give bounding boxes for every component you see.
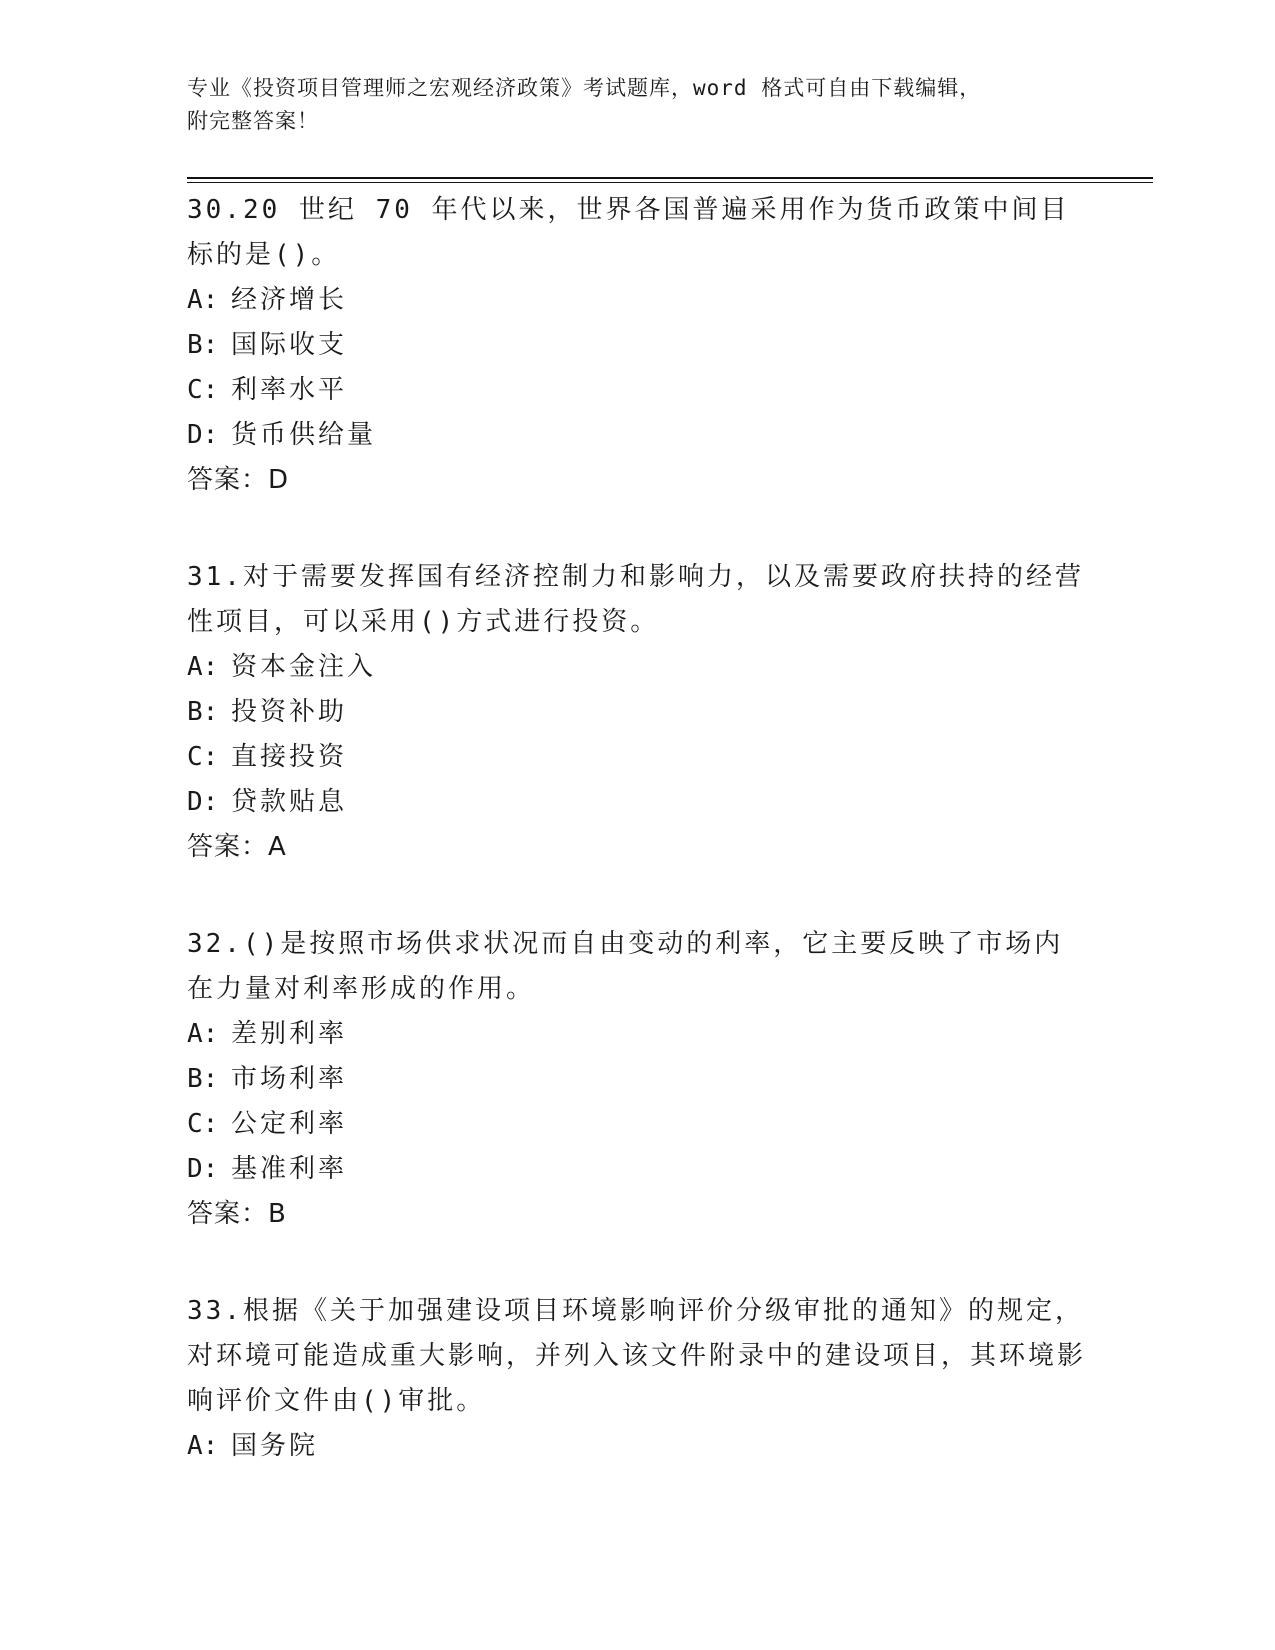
header-divider-thin — [187, 182, 1153, 183]
answer-line: 答案：A — [187, 832, 287, 862]
option-d — [187, 780, 1087, 825]
option-letter: A: — [187, 1019, 219, 1049]
option-text: 利率水平 — [231, 375, 348, 405]
option-text: 贷款贴息 — [231, 787, 348, 817]
option-c — [187, 368, 1087, 413]
option-letter: D: — [187, 420, 219, 450]
option-letter: C: — [187, 1109, 219, 1139]
option-b — [187, 690, 1087, 735]
question-33 — [187, 1289, 1087, 1469]
option-letter: D: — [187, 1154, 219, 1184]
question-32 — [187, 922, 1087, 1237]
option-text: 基准利率 — [231, 1154, 348, 1184]
option-letter: A: — [187, 285, 219, 315]
header-line-2: 附完整答案！ — [187, 109, 319, 133]
option-letter: B: — [187, 1064, 219, 1094]
answer-line: 答案：D — [187, 465, 290, 495]
header-line-1: 专业《投资项目管理师之宏观经济政策》考试题库，word 格式可自由下载编辑， — [187, 76, 982, 100]
option-text: 市场利率 — [231, 1064, 348, 1094]
option-text: 国际收支 — [231, 330, 348, 360]
option-text: 经济增长 — [231, 285, 348, 315]
option-letter: C: — [187, 375, 219, 405]
question-stem: 30.20 世纪 70 年代以来，世界各国普遍采用作为货币政策中间目标的是()。 — [187, 195, 1070, 270]
option-letter: B: — [187, 330, 219, 360]
option-a — [187, 278, 1087, 323]
option-d — [187, 1147, 1087, 1192]
answer-line: 答案：B — [187, 1199, 287, 1229]
document-header — [187, 72, 1067, 138]
option-a — [187, 1012, 1087, 1057]
option-text: 投资补助 — [231, 697, 348, 727]
question-list — [187, 188, 1087, 1521]
option-d — [187, 413, 1087, 458]
option-text: 公定利率 — [231, 1109, 348, 1139]
option-text: 国务院 — [231, 1431, 319, 1461]
option-letter: A: — [187, 1431, 219, 1461]
option-b — [187, 1057, 1087, 1102]
option-letter: D: — [187, 787, 219, 817]
option-letter: A: — [187, 652, 219, 682]
option-c — [187, 735, 1087, 780]
option-text: 资本金注入 — [231, 652, 377, 682]
question-stem: 33.根据《关于加强建设项目环境影响评价分级审批的通知》的规定，对环境可能造成重大影响，并列入该文件附录中的建设项目，其环境影响评价文件由()审批。 — [187, 1296, 1087, 1416]
question-30 — [187, 188, 1087, 503]
question-stem: 32.()是按照市场供求状况而自由变动的利率，它主要反映了市场内在力量对利率形成的作用。 — [187, 929, 1064, 1004]
header-divider-thick — [187, 177, 1153, 179]
option-a — [187, 1424, 1087, 1469]
question-31 — [187, 555, 1087, 870]
option-text: 货币供给量 — [231, 420, 377, 450]
option-letter: C: — [187, 742, 219, 772]
option-text: 直接投资 — [231, 742, 348, 772]
option-a — [187, 645, 1087, 690]
option-letter: B: — [187, 697, 219, 727]
option-text: 差别利率 — [231, 1019, 348, 1049]
option-b — [187, 323, 1087, 368]
question-stem: 31.对于需要发挥国有经济控制力和影响力，以及需要政府扶持的经营性项目，可以采用()方式进行投资。 — [187, 562, 1084, 637]
option-c — [187, 1102, 1087, 1147]
